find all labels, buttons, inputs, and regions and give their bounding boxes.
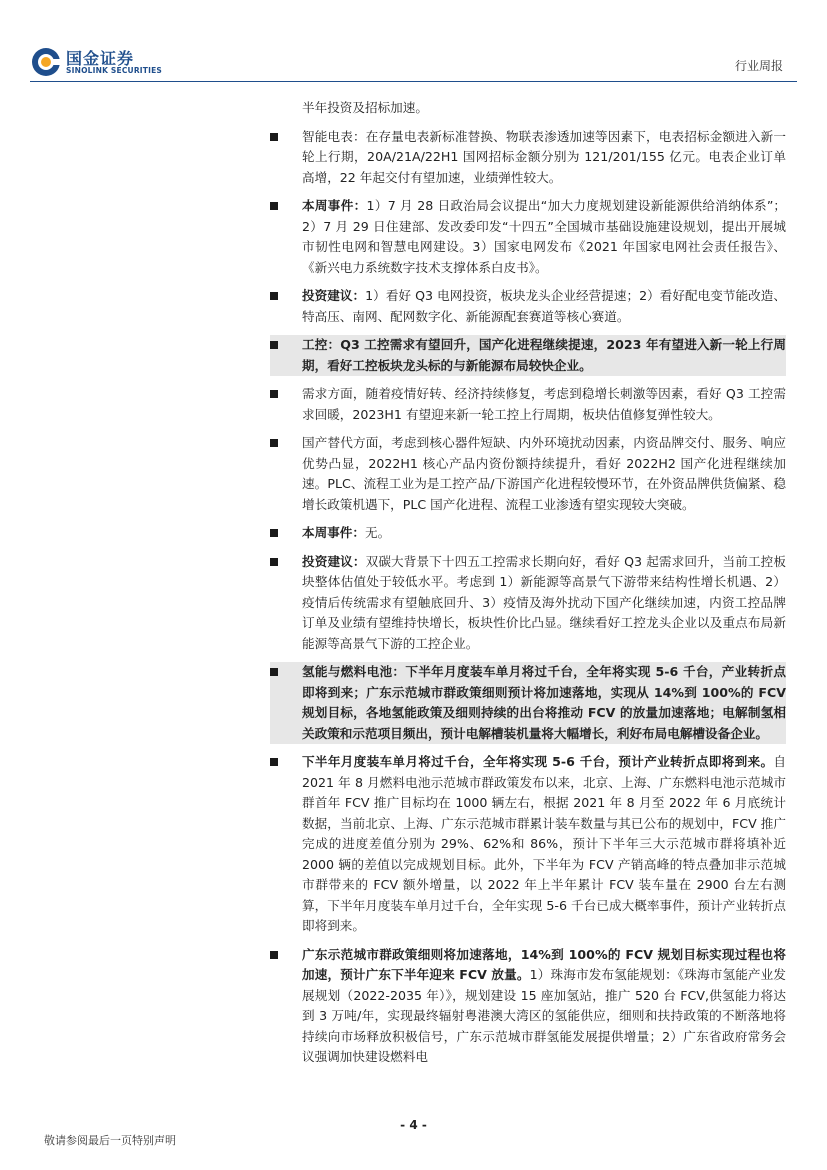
bullet-text: 1）7 月 28 日政治局会议提出“加大力度规划建设新能源供给消纳体系”；2）7 月 29 日住建部、发改委印发“十四五”全国城市基础设施建设规划，提出开展城市韧性电网和智慧电网建设。3）国家电网发布《2021 年国家电网社会责任报告》、《新兴电力系统数字技术支撑体系白皮书》。: [302, 198, 787, 275]
square-bullet-icon: [270, 292, 278, 300]
bullet-text: 智能电表：在存量电表新标准替换、物联表渗透加速等因素下，电表招标金额进入新一轮上行期，20A/21A/22H1 国网招标金额分别为 121/201/155 亿元。电表企业订单高增，22 年起交付有望加速，业绩弹性较大。: [302, 128, 786, 185]
bullet-text: 自 2021 年 8 月燃料电池示范城市群政策发布以来，北京、上海、广东燃料电池示范城市群首年 FCV 推广目标均在 1000 辆左右，根据 2021 年 8 月至 2022 年 6 月底统计数据，当前北京、上海、广东示范城市群累计装车数量与其已公布的规划中，FCV 推广完成的进度差值分别为 29%、62%和 86%，预计下半年三大示范城市群将填补近 2000 辆的差值以完成规划目标。此外，下半年为 FCV 产销高峰的特点叠加非示范城市群带来的 FCV 额外增量，以 2022 年上半年累计 FCV 装车量在 2900 台左右测算，下半年月度装车单月过千台，全年实现 5-6 千台已成大概率事件，预计产业转折点即将到来。: [302, 754, 786, 933]
sinolink-logo-icon: [30, 46, 62, 78]
bullet-lead: 工控：Q3 工控需求有望回升，国产化进程继续提速，2023 年有望进入新一轮上行周期，看好工控板块龙头标的与新能源布局较快企业。: [302, 337, 786, 373]
bullet-lead: 投资建议：: [302, 553, 366, 569]
bullet-text: 无。: [364, 525, 391, 540]
square-bullet-icon: [270, 758, 278, 766]
logo-text-en: SINOLINK SECURITIES: [66, 66, 163, 75]
bullet-lead: 氢能与燃料电池：下半年月度装车单月将过千台，全年将实现 5-6 千台，产业转折点即将到来；广东示范城市群政策细则预计将加速落地，实现从 14%到 100%的 FCV 规划目标，各地氢能政策及细则持续的出台将推动 FCV 的放量加速落地；电解制氢相关政策和示范项目频出，预计电解槽装机量将大幅增长，利好布局电解槽设备企业。: [302, 664, 786, 741]
bullet-item: [270, 752, 786, 937]
bullet-lead: 本周事件：: [302, 198, 367, 213]
footer-disclaimer: 敬请参阅最后一页特别声明: [44, 1134, 176, 1147]
logo-text-cn: 国金证券: [66, 49, 135, 68]
bullet-text: 需求方面，随着疫情好转、经济持续修复，考虑到稳增长刺激等因素，看好 Q3 工控需求回暖，2023H1 有望迎来新一轮工控上行周期，板块估值修复弹性较大。: [302, 386, 786, 422]
bullet-item: [270, 384, 786, 425]
bullet-text: 双碳大背景下十四五工控需求长期向好，看好 Q3 起需求回升，当前工控板块整体估值处于较低水平。考虑到 1）新能源等高景气下游带来结构性增长机遇、2）疫情后传统需求有望触底回升、3）疫情及海外扰动下国产化继续加速，内资工控品牌订单及业绩有望维持快增长，板块性价比凸显。继续看好工控龙头企业以及重点布局新能源等高景气下游的工控企业。: [302, 553, 787, 651]
square-bullet-icon: [270, 390, 278, 398]
bullet-lead: 本周事件：: [302, 525, 365, 540]
main-content: [270, 98, 786, 1076]
bullet-item: [270, 127, 786, 189]
continuation-text: 半年投资及招标加速。: [302, 100, 428, 115]
report-type-label: 行业周报: [734, 59, 783, 73]
bullet-lead: 投资建议：: [302, 288, 366, 303]
company-logo: [30, 44, 180, 78]
square-bullet-icon: [270, 558, 278, 566]
page-header: [0, 0, 827, 86]
square-bullet-icon: [270, 668, 278, 676]
bullet-item: [270, 433, 786, 515]
bullet-item: [270, 945, 786, 1068]
square-bullet-icon: [270, 529, 278, 537]
bullet-item: [270, 286, 786, 327]
bullet-text: 国产替代方面，考虑到核心器件短缺、内外环境扰动因素，内资品牌交付、服务、响应优势凸显，2022H1 核心产品内资份额持续提升，看好 2022H2 国产化进程继续加速。PLC、流程工业为是工控产品/下游国产化进程较慢环节，在外资品牌供货偏紧、稳增长政策机遇下，PLC 国产化进程、流程工业渗透有望实现较大突破。: [302, 435, 786, 512]
bullet-text: 1）珠海市发布氢能规划：《珠海市氢能产业发展规划（2022-2035 年）》，规划建设 15 座加氢站，推广 520 台 FCV,供氢能力将达到 3 万吨/年，实现最终辐射粤港澳大湾区的氢能供应，细则和扶持政策的不断落地将持续向市场释放积极信号，广东示范城市群氢能发展提供增量；2）广东省政府常务会议强调加快建设燃料电: [302, 967, 786, 1064]
square-bullet-icon: [270, 951, 278, 959]
bullet-item: [270, 196, 786, 278]
bullet-item: [270, 552, 786, 655]
square-bullet-icon: [270, 202, 278, 210]
header-divider: [30, 81, 797, 82]
highlight-bullet-item: [270, 335, 786, 376]
square-bullet-icon: [270, 439, 278, 447]
bullet-list: [270, 127, 786, 1068]
highlight-bullet-item: [270, 662, 786, 744]
square-bullet-icon: [270, 341, 278, 349]
bullet-item: [270, 523, 786, 544]
bullet-lead: 下半年月度装车单月将过千台，全年将实现 5-6 千台，预计产业转折点即将到来。: [302, 754, 774, 769]
bullet-text: 1）看好 Q3 电网投资，板块龙头企业经营提速；2）看好配电变节能改造、特高压、南网、配网数字化、新能源配套赛道等核心赛道。: [302, 288, 786, 324]
square-bullet-icon: [270, 133, 278, 141]
bullet-lead: 广东示范城市群政策细则将加速落地，14%到 100%的 FCV 规划目标实现过程也将加速，预计广东下半年迎来 FCV 放量。: [302, 946, 786, 982]
page-number: - 4 -: [400, 1118, 427, 1132]
